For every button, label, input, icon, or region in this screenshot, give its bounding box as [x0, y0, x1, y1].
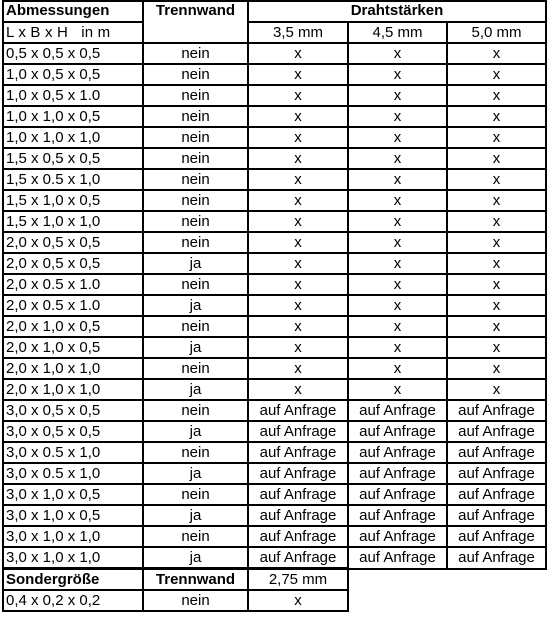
table-row [3, 64, 546, 85]
wire-cell: x [348, 64, 447, 85]
wire-cell: x [348, 43, 447, 64]
table-row [3, 400, 546, 421]
wire-cell: auf Anfrage [348, 526, 447, 547]
divider-cell: nein [143, 400, 248, 421]
dimensions-cell: 2,0 x 1,0 x 1,0 [3, 379, 143, 400]
dimensions-cell: 2,0 x 0.5 x 1.0 [3, 295, 143, 316]
special-wire-size: 2,75 mm [248, 569, 348, 591]
wire-cell: x [248, 232, 348, 253]
dimensions-cell: 1,0 x 1,0 x 0,5 [3, 106, 143, 127]
wire-cell: auf Anfrage [348, 442, 447, 463]
table-row [3, 43, 546, 64]
dimensions-cell: 2,0 x 0.5 x 1.0 [3, 274, 143, 295]
wire-cell: x [447, 274, 546, 295]
wire-cell: auf Anfrage [248, 505, 348, 526]
table-row [3, 442, 546, 463]
wire-cell: x [248, 337, 348, 358]
table-row [3, 358, 546, 379]
dimensions-cell: 1,5 x 0.5 x 1,0 [3, 169, 143, 190]
divider-cell: nein [143, 43, 248, 64]
table-row [3, 253, 546, 274]
wire-cell: x [348, 85, 447, 106]
wire-cell: x [447, 64, 546, 85]
dims-subheader: L x B x H in m [3, 22, 143, 43]
header-row-2 [3, 22, 546, 43]
wire-gauge-header: Drahtstärken [248, 1, 546, 22]
wire-cell: x [348, 379, 447, 400]
dimensions-cell: 1,0 x 0,5 x 1.0 [3, 85, 143, 106]
wire-cell: auf Anfrage [248, 547, 348, 569]
wire-cell: x [447, 358, 546, 379]
wire-cell: x [447, 211, 546, 232]
table-row [3, 379, 546, 400]
dimensions-cell: 1,0 x 1,0 x 1,0 [3, 127, 143, 148]
wire-cell: x [248, 148, 348, 169]
wire-cell: auf Anfrage [447, 442, 546, 463]
divider-header: Trennwand [143, 1, 248, 43]
empty-cell [447, 569, 546, 591]
wire-cell: x [348, 337, 447, 358]
wire-cell: x [248, 358, 348, 379]
wire-cell: auf Anfrage [248, 400, 348, 421]
table-row [3, 463, 546, 484]
dims-header: Abmessungen [3, 1, 143, 22]
divider-cell: nein [143, 64, 248, 85]
wire-cell: x [447, 316, 546, 337]
wire-cell: x [348, 148, 447, 169]
wire-cell: x [447, 85, 546, 106]
special-divider-cell: nein [143, 590, 248, 611]
table-row [3, 547, 546, 569]
table-row [3, 190, 546, 211]
dimensions-cell: 3,0 x 0,5 x 0,5 [3, 400, 143, 421]
wire-cell: x [248, 43, 348, 64]
wire-cell: x [248, 379, 348, 400]
wire-cell: x [447, 379, 546, 400]
table-row [3, 169, 546, 190]
table-row [3, 232, 546, 253]
wire-cell: auf Anfrage [248, 526, 348, 547]
dimensions-cell: 0,5 x 0,5 x 0,5 [3, 43, 143, 64]
divider-cell: ja [143, 463, 248, 484]
wire-cell: auf Anfrage [348, 421, 447, 442]
dimensions-cell: 2,0 x 0,5 x 0,5 [3, 253, 143, 274]
wire-cell: auf Anfrage [447, 463, 546, 484]
wire-cell: x [447, 232, 546, 253]
wire-cell: x [447, 337, 546, 358]
table-row [3, 211, 546, 232]
divider-cell: nein [143, 484, 248, 505]
wire-cell: x [348, 106, 447, 127]
wire-cell: x [447, 295, 546, 316]
wire-cell: x [248, 106, 348, 127]
divider-cell: nein [143, 190, 248, 211]
table-row [3, 337, 546, 358]
wire-cell: x [348, 127, 447, 148]
table-row [3, 295, 546, 316]
table-row [3, 274, 546, 295]
table-row [3, 106, 546, 127]
table-row [3, 148, 546, 169]
dimensions-cell: 2,0 x 1,0 x 0,5 [3, 337, 143, 358]
header-row-1 [3, 1, 546, 22]
wire-cell: auf Anfrage [348, 400, 447, 421]
wire-cell: x [447, 106, 546, 127]
wire-cell: x [348, 295, 447, 316]
table-row [3, 85, 546, 106]
empty-cell [348, 590, 447, 611]
divider-cell: nein [143, 85, 248, 106]
wire-cell: x [348, 190, 447, 211]
wire-cell: x [248, 295, 348, 316]
wire-cell: x [447, 253, 546, 274]
wire-cell: auf Anfrage [348, 463, 447, 484]
wire-cell: auf Anfrage [447, 526, 546, 547]
wire-cell: x [447, 190, 546, 211]
divider-cell: nein [143, 274, 248, 295]
special-title: Sondergröße [3, 569, 143, 591]
wire-cell: auf Anfrage [447, 400, 546, 421]
divider-cell: nein [143, 442, 248, 463]
wire-cell: auf Anfrage [447, 547, 546, 569]
wire-cell: x [248, 316, 348, 337]
dimensions-cell: 1,5 x 1,0 x 1,0 [3, 211, 143, 232]
dimensions-cell: 2,0 x 1,0 x 1,0 [3, 358, 143, 379]
wire-cell: x [348, 316, 447, 337]
divider-cell: nein [143, 232, 248, 253]
wire-cell: x [348, 211, 447, 232]
wire-cell: x [248, 190, 348, 211]
wire-cell: x [248, 169, 348, 190]
wire-cell: auf Anfrage [348, 547, 447, 569]
wire-cell: x [447, 43, 546, 64]
dimensions-cell: 3,0 x 0,5 x 0,5 [3, 421, 143, 442]
dimensions-cell: 3,0 x 1,0 x 0,5 [3, 484, 143, 505]
wire-cell: auf Anfrage [447, 505, 546, 526]
wire-cell: auf Anfrage [348, 484, 447, 505]
divider-cell: nein [143, 211, 248, 232]
wire-cell: auf Anfrage [248, 442, 348, 463]
wire-cell: x [447, 169, 546, 190]
table-row [3, 505, 546, 526]
special-divider-header: Trennwand [143, 569, 248, 591]
empty-cell [348, 569, 447, 591]
divider-cell: nein [143, 127, 248, 148]
divider-cell: ja [143, 379, 248, 400]
dimensions-cell: 3,0 x 0.5 x 1,0 [3, 463, 143, 484]
special-header-row [3, 569, 546, 591]
dimensions-cell: 1,5 x 0,5 x 0,5 [3, 148, 143, 169]
table-row [3, 526, 546, 547]
wire-cell: x [348, 358, 447, 379]
wire-cell: x [248, 85, 348, 106]
dimensions-cell: 3,0 x 1,0 x 1,0 [3, 526, 143, 547]
divider-cell: ja [143, 547, 248, 569]
wire-cell: x [248, 127, 348, 148]
wire-cell: auf Anfrage [248, 484, 348, 505]
dimensions-cell: 1,0 x 0,5 x 0,5 [3, 64, 143, 85]
wire-cell: x [447, 148, 546, 169]
wire-size-header-1: 3,5 mm [248, 22, 348, 43]
wire-cell: x [447, 127, 546, 148]
divider-cell: ja [143, 253, 248, 274]
wire-cell: x [348, 232, 447, 253]
special-dimensions-cell: 0,4 x 0,2 x 0,2 [3, 590, 143, 611]
table-row [3, 127, 546, 148]
dimensions-cell: 2,0 x 0,5 x 0,5 [3, 232, 143, 253]
dimensions-cell: 2,0 x 1,0 x 0,5 [3, 316, 143, 337]
wire-cell: auf Anfrage [447, 421, 546, 442]
wire-cell: auf Anfrage [348, 505, 447, 526]
dimensions-cell: 1,5 x 1,0 x 0,5 [3, 190, 143, 211]
wire-cell: x [248, 274, 348, 295]
wire-cell: x [248, 211, 348, 232]
wire-cell: auf Anfrage [248, 421, 348, 442]
wire-cell: x [348, 169, 447, 190]
dimensions-cell: 3,0 x 1,0 x 0,5 [3, 505, 143, 526]
special-row [3, 590, 546, 611]
table-row [3, 484, 546, 505]
table-row [3, 421, 546, 442]
wire-cell: x [348, 253, 447, 274]
divider-cell: ja [143, 505, 248, 526]
wire-cell: x [248, 64, 348, 85]
divider-cell: nein [143, 148, 248, 169]
divider-cell: ja [143, 337, 248, 358]
divider-cell: ja [143, 295, 248, 316]
table-row [3, 316, 546, 337]
wire-cell: x [348, 274, 447, 295]
wire-size-header-3: 5,0 mm [447, 22, 546, 43]
divider-cell: nein [143, 169, 248, 190]
wire-cell: x [248, 253, 348, 274]
divider-cell: nein [143, 316, 248, 337]
special-wire-cell: x [248, 590, 348, 611]
empty-cell [447, 590, 546, 611]
dimensions-cell: 3,0 x 0.5 x 1,0 [3, 442, 143, 463]
product-size-table [2, 0, 547, 612]
wire-cell: auf Anfrage [447, 484, 546, 505]
wire-cell: auf Anfrage [248, 463, 348, 484]
wire-size-header-2: 4,5 mm [348, 22, 447, 43]
divider-cell: nein [143, 358, 248, 379]
divider-cell: ja [143, 421, 248, 442]
divider-cell: nein [143, 106, 248, 127]
divider-cell: nein [143, 526, 248, 547]
dimensions-cell: 3,0 x 1,0 x 1,0 [3, 547, 143, 569]
